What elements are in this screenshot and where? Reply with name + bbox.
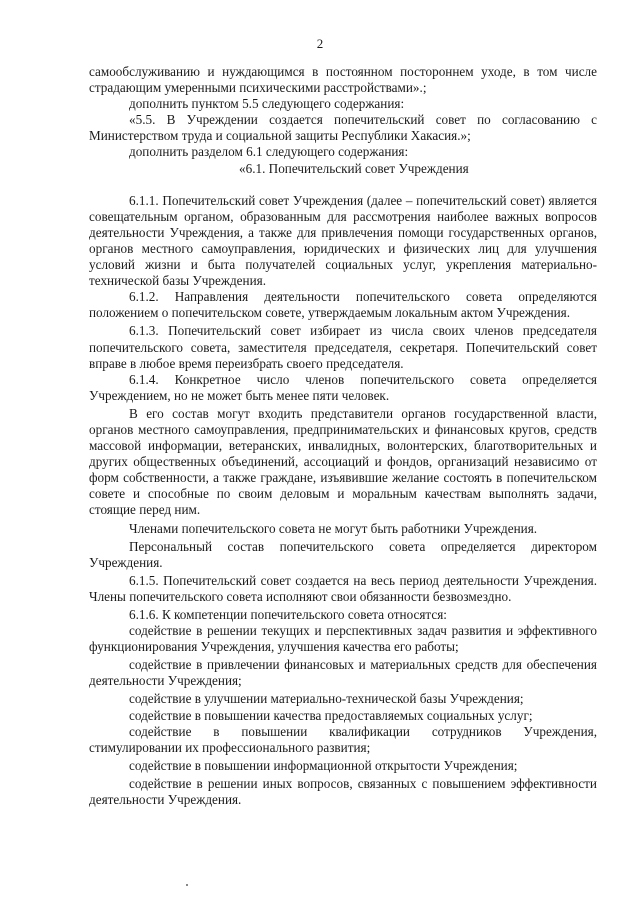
paragraph-5-5: «5.5. В Учреждении создается попечительский совет по согласованию с Министерством труда и социальной защиты Республики Хакасия.»; — [89, 112, 597, 144]
paragraph-6-1-6: 6.1.6. К компетенции попечительского совета относятся: — [129, 607, 447, 622]
paragraph-members-restriction: Членами попечительского совета не могут быть работники Учреждения. — [129, 520, 538, 536]
paragraph-6-1-4: 6.1.4. Конкретное число членов попечительского совета определяется Учреждением, но не может быть менее пяти человек. — [89, 371, 597, 403]
paragraph-composition: В его состав могут входить представители органов государственной власти, органов местного самоуправления, предпринимательских и финансовых кругов, средств массовой информации, ветеранских, инвалидных, волонтерских, благотворительных и других общественных объединений, ассоциаций и фондов, организаций независимо от форм собственности, а также граждане, изъявившие желание состоять в попечительском совете и способные по своим деловым и моральным качествам выполнять задачи, стоящие перед ним. — [89, 405, 597, 518]
paragraph-6-1-5: 6.1.5. Попечительский совет создается на весь период деятельности Учреждения. Члены попечительского совета исполняют свои обязанности безвозмездно. — [89, 572, 597, 604]
document-body — [89, 64, 597, 808]
paragraph-continuation: самообслуживанию и нуждающимся в постоянном постороннем уходе, в том числе страдающим умеренными психическими расстройствами».; — [89, 64, 597, 96]
section-title-6-1: «6.1. Попечительский совет Учреждения — [239, 160, 469, 176]
list-item-competence: содействие в решении иных вопросов, связанных с повышением эффективности деятельности Учреждения. — [89, 775, 597, 808]
paragraph-amend-6-1: дополнить разделом 6.1 следующего содержания: — [129, 144, 409, 160]
list-item-competence: содействие в повышении качества предоставляемых социальных услуг; — [129, 707, 533, 723]
list-item-competence: содействие в привлечении финансовых и материальных средств для обеспечения деятельности Учреждения; — [89, 657, 597, 689]
scan-artifact-dot — [186, 884, 188, 886]
paragraph-6-1-3: 6.1.3. Попечительский совет избирает из числа своих членов председателя попечительского совета, заместителя председателя, секретаря. Попечительский совет вправе в любое время переизбрать своего председателя. — [89, 323, 597, 371]
list-item-competence: содействие в улучшении материально-технической базы Учреждения; — [129, 691, 524, 707]
paragraph-amend-5-5: дополнить пунктом 5.5 следующего содержания: — [129, 96, 405, 112]
paragraph-6-1-1: 6.1.1. Попечительский совет Учреждения (далее – попечительский совет) является совещательным органом, образованным для рассмотрения наиболее важных вопросов деятельности Учреждения, а также для привлечения помощи государственных органов, органов местного самоуправления, юридических и физических лиц для улучшения условий жизни и быта получателей социальных услуг, укрепления материально-технической базы Учреждения. — [89, 192, 597, 289]
list-item-competence: содействие в повышении квалификации сотрудников Учреждения, стимулировании их профессионального развития; — [89, 723, 597, 755]
list-item-competence: содействие в повышении информационной открытости Учреждения; — [129, 757, 518, 773]
list-item-competence: содействие в решении текущих и перспективных задач развития и эффективного функционирования Учреждения, улучшения качества его работы; — [89, 623, 597, 655]
page-number: 2 — [316, 36, 324, 51]
paragraph-6-1-2: 6.1.2. Направления деятельности попечительского совета определяются положением о попечительском совете, утверждаемым локальным актом Учреждения. — [89, 289, 597, 321]
paragraph-personal-composition: Персональный состав попечительского совета определяется директором Учреждения. — [89, 538, 597, 570]
